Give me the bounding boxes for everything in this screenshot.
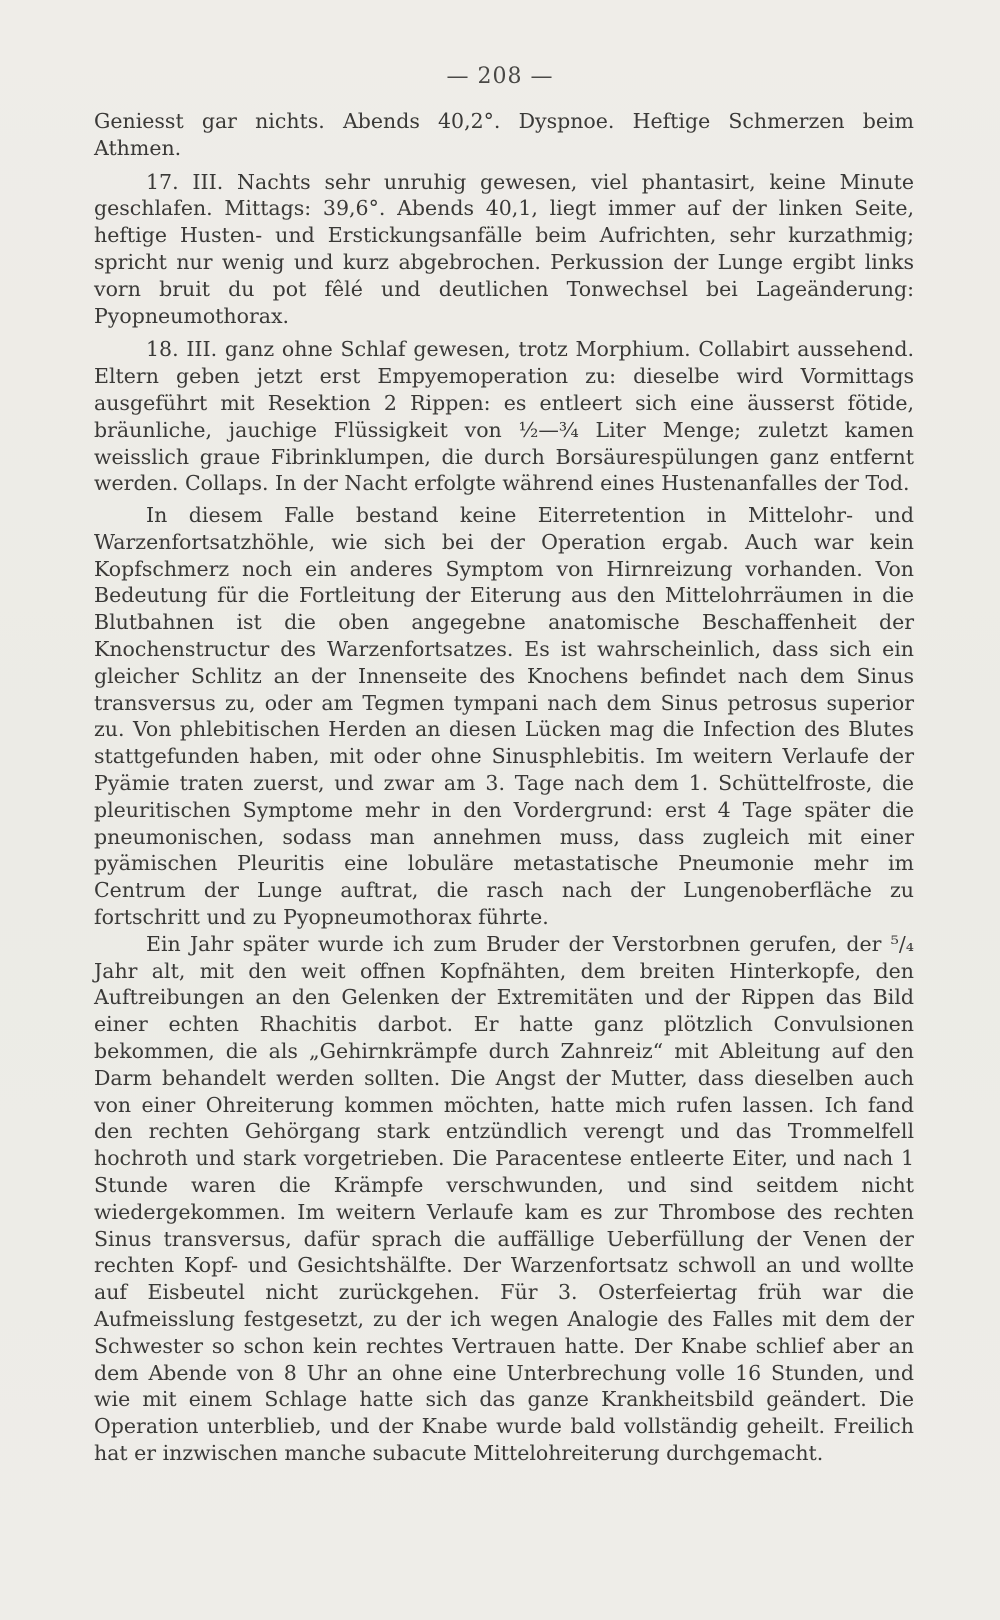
paragraph-discussion: In diesem Falle bestand keine Eiterretention in Mittelohr- und Warzenfortsatzhöhle, wie sich bei der Operation ergab. Auch war kein Kopfschmerz noch ein anderes Symptom von Hirnreizung vorhanden. Von Bedeutung für die Fortleitung der Eiterung aus den Mittelohrräumen in die Blutbahnen ist die oben angegebne anatomische Beschaffenheit der Knochenstructur des Warzenfortsatzes. Es ist wahrscheinlich, dass sich ein gleicher Schlitz an der Innenseite des Knochens befindet nach dem Sinus transversus zu, oder am Tegmen tympani nach dem Sinus petrosus superior zu. Von phlebitischen Herden an diesen Lücken mag die Infection des Blutes stattgefunden haben, mit oder ohne Sinusphlebitis. Im weitern Verlaufe der Pyämie traten zuerst, und zwar am 3. Tage nach dem 1. Schüttelfroste, die pleuritischen Symptome mehr in den Vordergrund: erst 4 Tage später die pneumonischen, sodass man annehmen muss, dass zugleich mit einer pyämischen Pleuritis eine lobuläre metastatische Pneumonie mehr im Centrum der Lunge auftrat, die rasch nach der Lungenoberfläche zu fortschritt und zu Pyopneumothorax führte. — [94, 503, 914, 929]
paragraph-day-18: 18. III. ganz ohne Schlaf gewesen, trotz Morphium. Collabirt aussehend. Eltern geben jetzt erst Empyemoperation zu: dieselbe wird Vormittags ausgeführt mit Resektion 2 Rippen: es entleert sich eine äusserst fötide, bräunliche, jauchige Flüssigkeit von ½—¾ Liter Menge; zuletzt kamen weisslich graue Fibrinklumpen, die durch Borsäurespülungen ganz entfernt werden. Collaps. In der Nacht erfolgte während eines Hustenanfalles der Tod. — [94, 337, 914, 496]
case-notes-block — [94, 108, 914, 497]
page-number: — 208 — — [446, 64, 554, 89]
paragraph-brother-case: Ein Jahr später wurde ich zum Bruder der Verstorbnen gerufen, der ⁵/₄ Jahr alt, mit den weit offnen Kopfnähten, dem breiten Hinterkopfe, den Auftreibungen an den Gelenken der Extremitäten und der Rippen das Bild einer echten Rhachitis darbot. Er hatte ganz plötzlich Convulsionen bekommen, die als „Gehirnkrämpfe durch Zahnreiz“ mit Ableitung auf den Darm behandelt werden sollten. Die Angst der Mutter, dass dieselben auch von einer Ohreiterung kommen möchten, hatte mich rufen lassen. Ich fand den rechten Gehörgang stark entzündlich verengt und das Trommelfell hochroth und stark vorgetrieben. Die Paracentese entleerte Eiter, und nach 1 Stunde waren die Krämpfe verschwunden, und sind seitdem nicht wiedergekommen. Im weitern Verlaufe kam es zur Thrombose des rechten Sinus transversus, dafür sprach die auffällige Ueberfüllung der Venen der rechten Kopf- und Gesichtshälfte. Der Warzenfortsatz schwoll an und wollte auf Eisbeutel nicht zurückgehen. Für 3. Osterfeiertag früh war die Aufmeisslung festgesetzt, zu der ich wegen Analogie des Falles mit dem der Schwester so schon kein rechtes Vertrauen hatte. Der Knabe schlief aber an dem Abende von 8 Uhr an ohne eine Unterbrechung volle 16 Stunden, und wie mit einem Schlage hatte sich das ganze Krankheitsbild geändert. Die Operation unterblieb, und der Knabe wurde bald vollständig geheilt. Freilich hat er inzwischen manche subacute Mittelohreiterung durchgemacht. — [94, 931, 914, 1465]
paragraph-fever-note: Geniesst gar nichts. Abends 40,2°. Dyspnoe. Heftige Schmerzen beim Athmen. — [94, 109, 914, 160]
discussion-block — [94, 502, 914, 1467]
paragraph-day-17: 17. III. Nachts sehr unruhig gewesen, viel phantasirt, keine Minute geschlafen. Mittags: 39,6°. Abends 40,1, liegt immer auf der linken Seite, heftige Husten- und Erstickungsanfälle beim Aufrichten, sehr kurzathmig; spricht nur wenig und kurz abgebrochen. Perkussion der Lunge ergibt links vorn bruit du pot fêlé und deutlichen Tonwechsel bei Lageänderung: Pyopneumothorax. — [94, 169, 914, 328]
